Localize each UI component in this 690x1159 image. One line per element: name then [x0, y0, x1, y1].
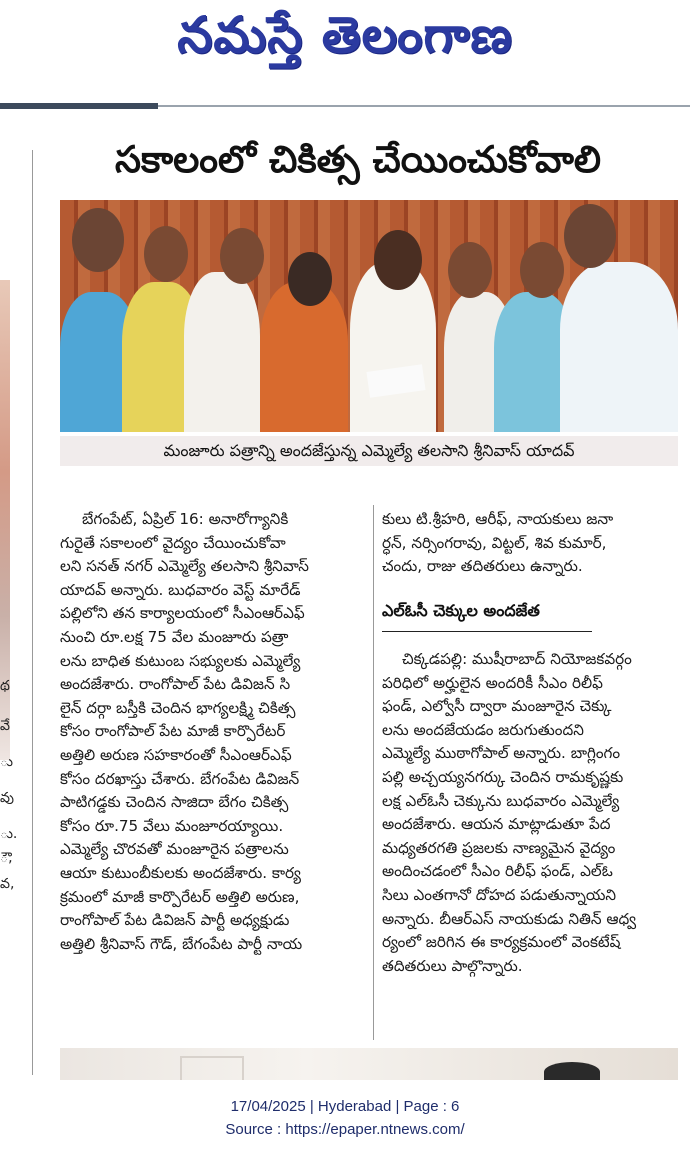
- person-head: [72, 208, 124, 272]
- article-body-right-bottom: [382, 648, 678, 978]
- body-line: లక్ష ఎల్ఓసీ చెక్కును బుధవారం ఎమ్మెల్యే: [382, 791, 620, 810]
- body-line: అందించడంలో సీఎం రిలీఫ్ ఫండ్, ఎల్ఓ: [382, 862, 613, 881]
- body-line: పల్లిలోని తన కార్యాలయంలో సీఎంఆర్ఎఫ్: [60, 604, 305, 623]
- body-line: క్రమంలో మాజీ కార్పొరేటర్ అత్తిలి అరుణ,: [60, 887, 300, 906]
- body-line: ఫండ్, ఎల్వోసీ ద్వారా మంజూరైన చెక్కు: [382, 697, 612, 716]
- body-line: లను అందజేయడం జరుగుతుందని: [382, 720, 584, 739]
- body-line: పల్లి అచ్చయ్యనగర్కు చెందిన రామకృష్ణకు: [382, 767, 624, 786]
- newspaper-title: నమస్తే తెలంగాణ: [177, 6, 513, 64]
- body-line: పాటిగడ్డకు చెందిన సాజిదా బేగం చికిత్స: [60, 793, 289, 812]
- masthead-rule-dark: [0, 103, 158, 109]
- body-line: ఆయా కుటుంబీకులకు అందజేశారు. కార్య: [60, 863, 302, 882]
- body-line: పరిధిలో అర్హులైన అందరికీ సీఎం రిలీఫ్: [382, 673, 603, 692]
- body-line: యాదవ్ అన్నారు. బుధవారం వెస్ట్ మారేడ్: [60, 580, 301, 599]
- adjacent-text-fragment: ు: [0, 754, 13, 770]
- body-line: గురైతే సకాలంలో వైద్యం చేయించుకోవా: [60, 533, 286, 552]
- person-figure: [560, 262, 678, 432]
- body-line: కోసం దరఖాస్తు చేశారు. బేగంపేట డివిజన్: [60, 769, 300, 788]
- body-line: ఎమ్మెల్యే ముఠాగోపాల్ అన్నారు. బాగ్లింగం: [382, 744, 621, 763]
- body-line: ర్యంలో జరిగిన ఈ కార్యక్రమంలో వెంకటేష్: [382, 933, 621, 952]
- person-head: [520, 242, 564, 298]
- person-head: [564, 204, 616, 268]
- adjacent-text-fragment: థ: [0, 678, 10, 694]
- column-divider-middle: [373, 505, 374, 1040]
- sub-headline: ఎల్ఓసీ చెక్కుల అందజేత: [382, 601, 540, 620]
- column-divider-left: [32, 150, 33, 1075]
- next-article-photo-edge: [60, 1048, 678, 1082]
- footer-date-edition: 17/04/2025 | Hyderabad | Page : 6: [230, 1098, 460, 1115]
- body-line: ర్ధన్, నర్సింగరావు, విట్టల్, శివ కుమార్,: [382, 533, 607, 552]
- person-head: [448, 242, 492, 298]
- body-line: కోసం రూ.75 వేలు మంజూరయ్యాయి.: [60, 816, 284, 835]
- masthead-rule-light: [158, 105, 690, 107]
- body-line: చందు, రాజు తదితరులు ఉన్నారు.: [382, 557, 583, 576]
- article-body-right-top: [382, 508, 678, 579]
- body-line: రాంగోపాల్ పేట డివిజన్ పార్టీ అధ్యక్షుడు: [60, 911, 290, 930]
- body-line: లైన్ దర్గా బస్తీకి చెందిన భాగ్యలక్ష్మి చికిత్స: [60, 698, 296, 717]
- body-line: లని సనత్ నగర్ ఎమ్మెల్యే తలసాని శ్రీనివాస్: [60, 557, 309, 576]
- body-line: అత్తిలి శ్రీనివాస్ గౌడ్, బేగంపేట పార్టీ నాయ: [60, 934, 303, 953]
- body-line: ఎమ్మెల్యే చొరవతో మంజూరైన పత్రాలను: [60, 840, 289, 859]
- person-head: [220, 228, 264, 284]
- photo-caption: మంజూరు పత్రాన్ని అందజేస్తున్న ఎమ్మెల్యే తలసాని శ్రీనివాస్ యాదవ్: [60, 436, 678, 466]
- masthead: [0, 0, 690, 100]
- article-photo: [60, 200, 678, 432]
- body-line: అత్తిలి అరుణ సహకారంతో సీఎంఆర్ఎఫ్: [60, 745, 292, 764]
- adjacent-text-fragment: వు: [0, 790, 14, 806]
- body-line: అందజేశారు. ఆయన మాట్లాడుతూ పేద: [382, 815, 611, 834]
- footer-background: [0, 1080, 690, 1159]
- article-body-left: [60, 508, 365, 956]
- adjacent-text-fragment: వ,: [0, 876, 15, 892]
- adjacent-article-sliver: [0, 150, 30, 1080]
- person-head: [374, 230, 422, 290]
- body-line: చిక్కడపల్లి: ముషీరాబాద్ నియోజకవర్గం: [402, 650, 632, 668]
- body-line: అన్నారు. బీఆర్ఎస్ నాయకుడు నితిన్ ఆధ్వ: [382, 909, 637, 928]
- body-line: కులు టి.శ్రీహరి, ఆరీఫ్, నాయకులు జనా: [382, 510, 614, 528]
- body-line: అందజేశారు. రాంగోపాల్ పేట డివిజన్ సి: [60, 675, 291, 694]
- body-line: కోసం రాంగోపాల్ పేట మాజీ కార్పొరేటర్: [60, 722, 286, 741]
- adjacent-text-fragment: వే: [0, 718, 10, 734]
- photo-dark-shape: [544, 1062, 600, 1082]
- body-line: మధ్యతరగతి ప్రజలకు నాణ్యమైన వైద్యం: [382, 838, 616, 857]
- sub-headline-rule: [382, 631, 592, 632]
- body-line: సిలు ఎంతగానో దోహద పడుతున్నాయని: [382, 885, 617, 904]
- person-head: [288, 252, 332, 306]
- body-line: లను బాధిత కుటుంబ సభ్యులకు ఎమ్మెల్యే: [60, 651, 301, 670]
- adjacent-text-fragment: ౌ,: [0, 850, 13, 866]
- person-figure: [184, 272, 260, 432]
- body-line: బేగంపేట్, ఏప్రిల్ 16: అనారోగ్యానికి: [82, 510, 289, 528]
- body-line: నుంచి రూ.లక్ష 75 వేల మంజూరు పత్రా: [60, 627, 289, 646]
- body-line: తదితరులు పాల్గొన్నారు.: [382, 956, 523, 975]
- footer-source-link[interactable]: Source : https://epaper.ntnews.com/: [225, 1121, 465, 1138]
- adjacent-text-fragment: ు.: [0, 826, 18, 842]
- article-headline: సకాలంలో చికిత్స చేయించుకోవాలి: [115, 138, 601, 181]
- person-head: [144, 226, 188, 282]
